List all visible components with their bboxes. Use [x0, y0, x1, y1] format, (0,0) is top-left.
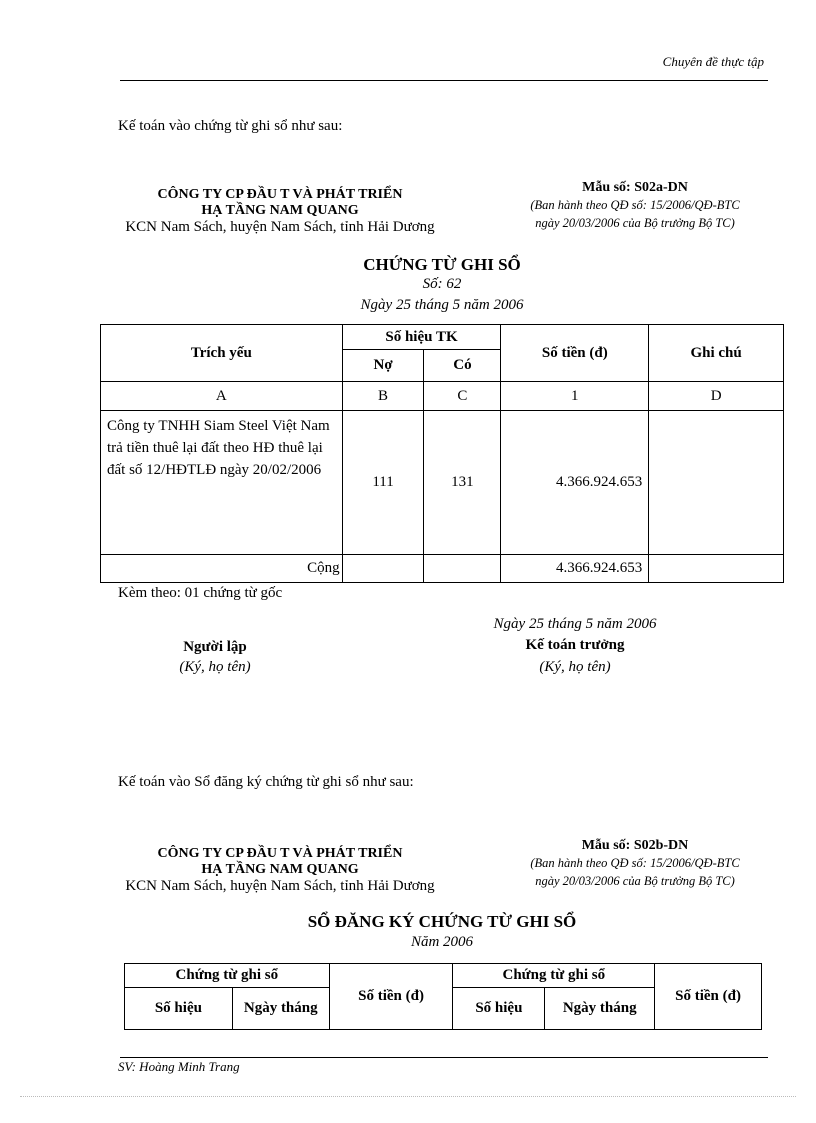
col-ghi-chu: Ghi chú — [649, 325, 784, 382]
row-trich-yeu: Công ty TNHH Siam Steel Việt Nam trả tiền thuê lại đất theo HĐ thuê lại đất số 12/HĐTLĐ ngày 20/02/2006 — [101, 411, 343, 555]
col-ngay-thang-1: Ngày tháng — [232, 988, 329, 1030]
total-row — [101, 555, 784, 583]
col-so-tien-1: Số tiền (đ) — [329, 964, 453, 1030]
col-so-tien: Số tiền (đ) — [501, 325, 649, 382]
col-co: Có — [424, 350, 501, 382]
total-label: Cộng — [101, 555, 343, 583]
register-year: Năm 2006 — [410, 934, 474, 950]
total-amount: 4.366.924.653 — [501, 555, 649, 583]
form-code: Mẫu số: S02b-DN — [581, 838, 689, 853]
col-trich-yeu: Trích yếu — [101, 325, 343, 382]
company-block-1 — [90, 187, 470, 236]
preparer-label: Người lập — [183, 639, 247, 655]
row-ghi-chu — [649, 411, 784, 555]
footer-divider — [120, 1057, 768, 1058]
col-so-hieu-2: Số hiệu — [453, 988, 545, 1030]
code-d: D — [649, 382, 784, 411]
attachment-note: Kèm theo: 01 chứng từ gốc — [118, 585, 283, 601]
col-so-hieu-1: Số hiệu — [125, 988, 233, 1030]
form-note-1: (Ban hành theo QĐ số: 15/2006/QĐ-BTC — [530, 856, 740, 870]
col-so-tien-2: Số tiền (đ) — [655, 964, 762, 1030]
row-no: 111 — [342, 411, 424, 555]
form-note-2: ngày 20/03/2006 của Bộ trưởng Bộ TC) — [535, 216, 735, 230]
document-date: Ngày 25 tháng 5 năm 2006 — [360, 297, 524, 313]
company-address: KCN Nam Sách, huyện Nam Sách, tỉnh Hải Dương — [125, 219, 435, 235]
company-name-line2: HẠ TẦNG NAM QUANG — [201, 203, 359, 218]
sign-date: Ngày 25 tháng 5 năm 2006 — [493, 616, 657, 632]
group-header-2: Chứng từ ghi sổ — [453, 964, 655, 988]
group-header-1: Chứng từ ghi sổ — [125, 964, 330, 988]
col-so-hieu-tk: Số hiệu TK — [342, 325, 501, 350]
col-ngay-thang-2: Ngày tháng — [545, 988, 655, 1030]
form-code: Mẫu số: S02a-DN — [582, 180, 688, 195]
row-co: 131 — [424, 411, 501, 555]
code-a: A — [101, 382, 343, 411]
form-note-1: (Ban hành theo QĐ số: 15/2006/QĐ-BTC — [530, 198, 740, 212]
voucher-table — [100, 324, 784, 583]
company-name-line2: HẠ TẦNG NAM QUANG — [201, 862, 359, 877]
company-address: KCN Nam Sách, huyện Nam Sách, tỉnh Hải Dương — [125, 878, 435, 894]
section1-intro: Kế toán vào chứng từ ghi sổ như sau: — [118, 118, 343, 134]
section2-intro: Kế toán vào Sổ đăng ký chứng từ ghi sổ như sau: — [118, 774, 414, 790]
col-no: Nợ — [342, 350, 424, 382]
chief-accountant-label: Kế toán trưởng — [525, 637, 625, 653]
form-code-block-2 — [500, 838, 770, 890]
company-block-2 — [90, 846, 470, 895]
company-name-line1: CÔNG TY CP ĐẦU T VÀ PHÁT TRIỂN — [157, 187, 403, 202]
chief-accountant-note: (Ký, họ tên) — [539, 659, 611, 675]
table-row — [101, 411, 784, 555]
footer-student: SV: Hoàng Minh Trang — [118, 1059, 240, 1074]
code-c: C — [424, 382, 501, 411]
form-code-block-1 — [500, 180, 770, 232]
company-name-line1: CÔNG TY CP ĐẦU T VÀ PHÁT TRIỂN — [157, 846, 403, 861]
code-b: B — [342, 382, 424, 411]
preparer-note: (Ký, họ tên) — [179, 659, 251, 675]
register-title: SỔ ĐĂNG KÝ CHỨNG TỪ GHI SỔ — [307, 912, 577, 931]
header-divider — [120, 80, 768, 81]
running-header: Chuyên đề thực tập — [662, 54, 764, 69]
document-title: CHỨNG TỪ GHI SỔ — [363, 255, 521, 274]
page-bottom-dotted-line — [20, 1096, 796, 1097]
document-number: Số: 62 — [422, 276, 462, 292]
form-note-2: ngày 20/03/2006 của Bộ trưởng Bộ TC) — [535, 874, 735, 888]
code-1: 1 — [501, 382, 649, 411]
row-so-tien: 4.366.924.653 — [501, 411, 649, 555]
register-table — [124, 963, 762, 1030]
